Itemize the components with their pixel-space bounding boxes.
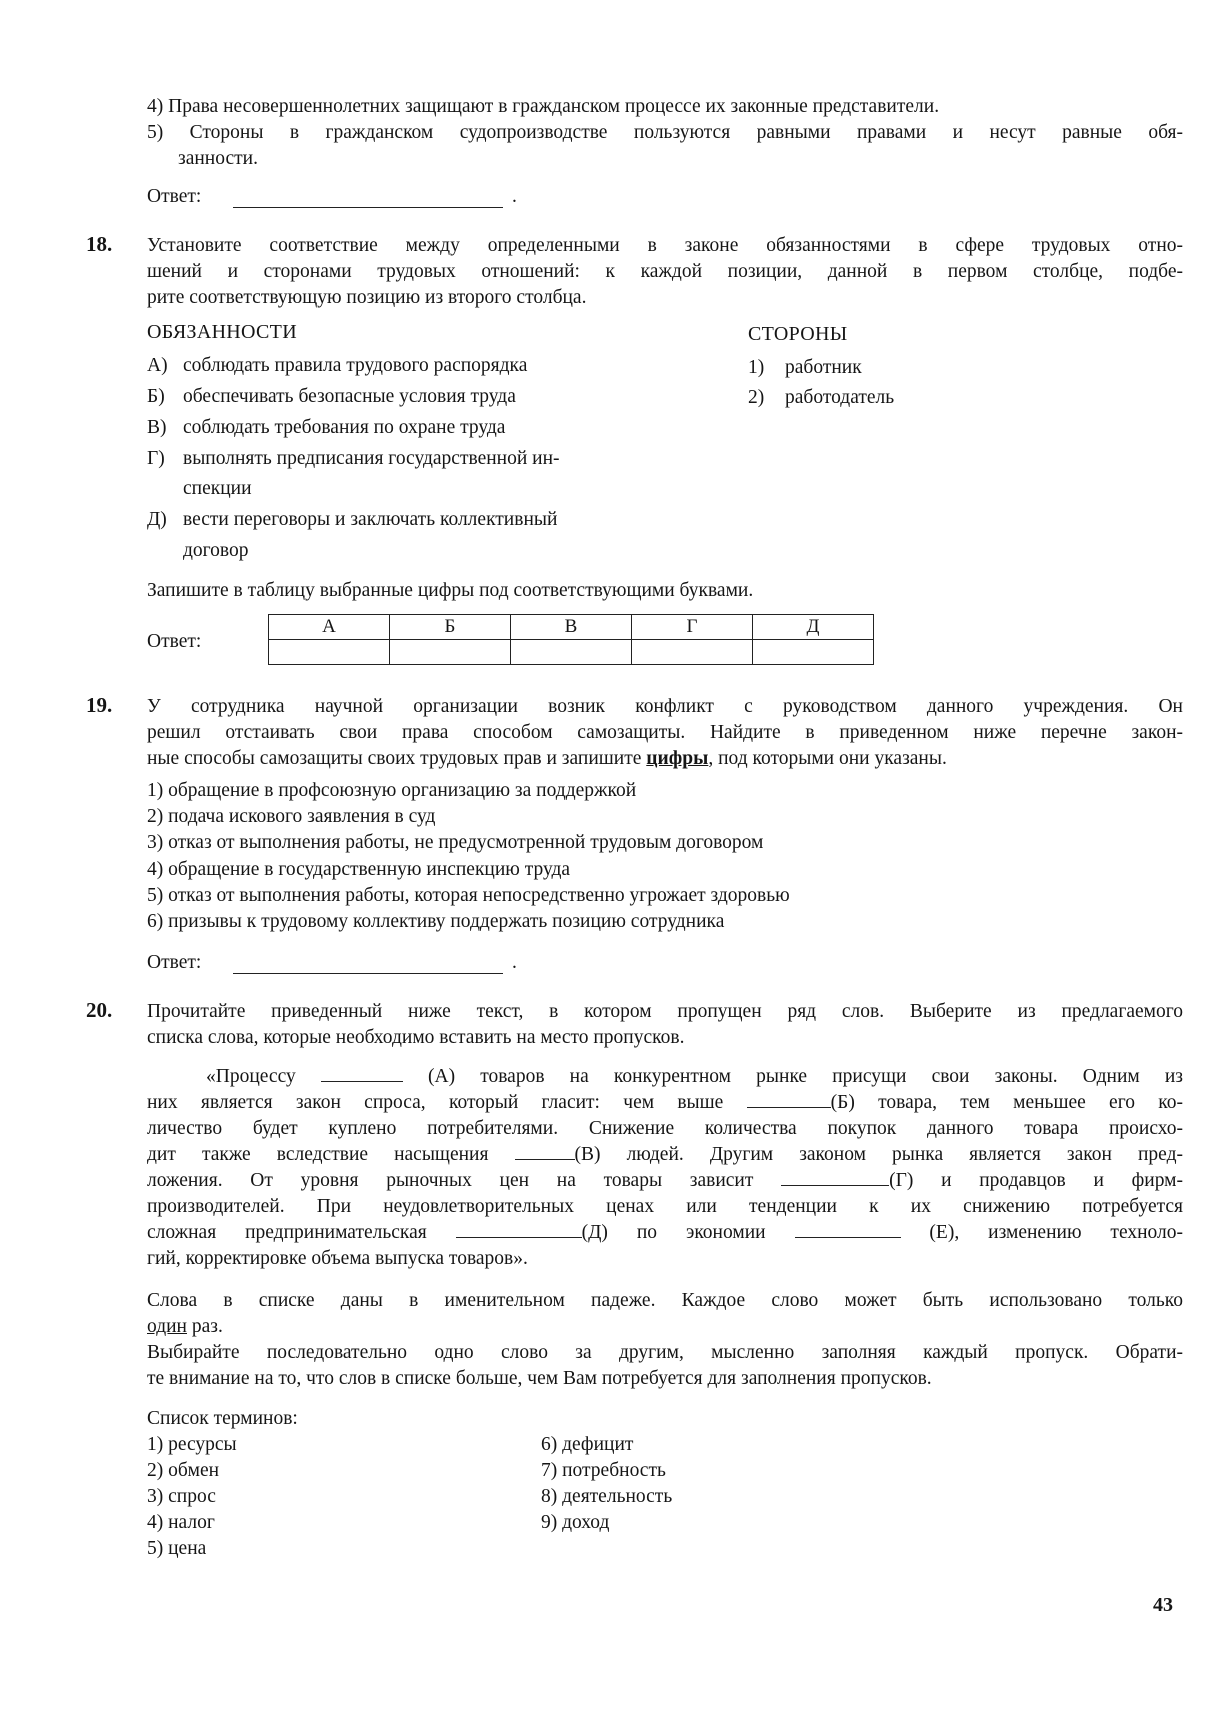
q19-text-1: У сотрудника научной организации возник конфликт с руководством данного учреждения. Он [147, 696, 1183, 717]
table-header-cell: Г [632, 615, 753, 640]
passage-text: (Б) товара, тем меньшее его ко- [830, 1092, 1183, 1113]
passage-text: дит также вследствие насыщения [147, 1144, 515, 1165]
answer-label: Ответ: [147, 186, 202, 207]
answer-table [268, 614, 874, 665]
blank-b[interactable] [747, 1091, 831, 1108]
question-19-number: 19. [86, 693, 113, 717]
term-item: 1) ресурсы [147, 1434, 237, 1455]
q18-instruction: Запишите в таблицу выбранные цифры под соответствующими буквами. [147, 580, 754, 601]
duty-text: соблюдать требования по охране труда [183, 417, 506, 438]
q20-text-1: Прочитайте приведенный ниже текст, в котором пропущен ряд слов. Выберите из предлагаемого [147, 1001, 1183, 1022]
duty-text: обеспечивать безопасные условия труда [183, 386, 516, 407]
passage-text: (Г) и продавцов и фирм- [889, 1170, 1183, 1191]
q18-text-3: рите соответствующую позицию из второго столбца. [147, 287, 587, 308]
passage-text: «Процессу [206, 1066, 321, 1087]
duty-letter: А) [147, 355, 168, 376]
passage-line-2 [147, 1090, 1183, 1116]
table-header-cell: Д [753, 615, 874, 640]
duties-header: ОБЯЗАННОСТИ [147, 321, 297, 343]
answer-table-input-row [269, 640, 874, 665]
duty-letter: Д) [147, 509, 167, 530]
option-4: 4) Права несовершеннолетних защищают в гражданском процессе их законные представители. [147, 96, 940, 117]
q18-text-2: шений и сторонами трудовых отношений: к каждой позиции, данной в первом столбце, подбе- [147, 261, 1183, 282]
passage-line-4 [147, 1142, 1183, 1168]
table-header-cell: Б [390, 615, 511, 640]
answer-cell[interactable] [511, 640, 632, 665]
passage-line-7 [147, 1220, 1183, 1246]
party-text: работодатель [785, 387, 895, 408]
q18-text-1: Установите соответствие между определенными в законе обязанностями в сфере трудовых отно- [147, 235, 1183, 256]
term-item: 9) доход [541, 1512, 610, 1533]
passage-text: (Е), изменению техноло- [900, 1222, 1184, 1243]
page-number: 43 [1153, 1594, 1173, 1616]
answer-table-header-row [269, 615, 874, 640]
answer-cell[interactable] [269, 640, 390, 665]
option-5: 5) Стороны в гражданском судопроизводстве пользуются равными правами и несут равные обя- [147, 122, 1183, 143]
passage-line-1 [206, 1064, 1183, 1090]
answer-field[interactable] [233, 207, 503, 208]
blank-d[interactable] [781, 1169, 889, 1186]
duty-text: выполнять предписания государственной ин- [183, 448, 560, 469]
duty-text: соблюдать правила трудового распорядка [183, 355, 528, 376]
passage-text: (Д) по экономии [581, 1222, 795, 1243]
term-item: 6) дефицит [541, 1434, 634, 1455]
terms-title: Список терминов: [147, 1408, 298, 1429]
q19-item: 6) призывы к трудовому коллективу поддержать позицию сотрудника [147, 911, 725, 932]
q20-note-1: Слова в списке даны в именительном падеже. Каждое слово может быть использовано только [147, 1290, 1183, 1311]
party-num: 1) [748, 357, 765, 378]
answer-label: Ответ: [147, 631, 202, 652]
term-item: 3) спрос [147, 1486, 216, 1507]
answer-cell[interactable] [632, 640, 753, 665]
q19-emphasis: цифры [646, 748, 709, 769]
passage-text: сложная предпринимательская [147, 1222, 456, 1243]
q19-item: 1) обращение в профсоюзную организацию за поддержкой [147, 780, 637, 801]
q19-text-3-b: , под которыми они указаны. [708, 748, 947, 769]
q19-item: 3) отказ от выполнения работы, не предусмотренной трудовым договором [147, 832, 764, 853]
duty-text-cont: договор [183, 540, 249, 561]
party-text: работник [785, 357, 862, 378]
duty-text: вести переговоры и заключать коллективный [183, 509, 558, 530]
q19-text-2: решил отстаивать свои права способом самозащиты. Найдите в приведенном ниже перечне закон- [147, 722, 1183, 743]
q19-item: 2) подача искового заявления в суд [147, 806, 436, 827]
term-item: 5) цена [147, 1538, 207, 1559]
q19-item: 4) обращение в государственную инспекцию труда [147, 859, 571, 880]
duty-letter: Г) [147, 448, 165, 469]
party-num: 2) [748, 387, 765, 408]
passage-text: ложения. От уровня рыночных цен на товары зависит [147, 1170, 782, 1191]
note-text: раз. [186, 1316, 223, 1337]
question-18-number: 18. [86, 232, 113, 256]
term-item: 2) обмен [147, 1460, 220, 1481]
note-emphasis: один [147, 1316, 187, 1337]
blank-f[interactable] [795, 1221, 901, 1238]
duty-text-cont: спекции [183, 478, 252, 499]
term-item: 8) деятельность [541, 1486, 673, 1507]
answer-dot: . [512, 186, 517, 207]
q20-note-2 [147, 1314, 223, 1340]
blank-c[interactable] [515, 1143, 575, 1160]
q19-text-3 [147, 746, 947, 772]
answer-cell[interactable] [753, 640, 874, 665]
option-5-cont: занности. [178, 148, 258, 169]
q19-text-3-a: ные способы самозащиты своих трудовых прав и запишите [147, 748, 647, 769]
q19-item: 5) отказ от выполнения работы, которая непосредственно угрожает здоровью [147, 885, 790, 906]
answer-label: Ответ: [147, 952, 202, 973]
q20-note-3: Выбирайте последовательно одно слово за другим, мысленно заполняя каждый пропуск. Обрати- [147, 1342, 1183, 1363]
answer-dot: . [512, 952, 517, 973]
table-header-cell: В [511, 615, 632, 640]
parties-header: СТОРОНЫ [748, 323, 848, 345]
answer-field[interactable] [233, 973, 503, 974]
passage-line-8: гий, корректировке объема выпуска товаров». [147, 1248, 528, 1269]
q20-note-4: те внимание на то, что слов в списке больше, чем Вам потребуется для заполнения пропусков. [147, 1368, 932, 1389]
passage-line-3: личество будет куплено потребителями. Снижение количества покупок данного товара происхо- [147, 1118, 1183, 1139]
passage-text: (А) товаров на конкурентном рынке присущи свои законы. Одним из [402, 1066, 1183, 1087]
passage-text: них является закон спроса, который гласит: чем выше [147, 1092, 747, 1113]
answer-cell[interactable] [390, 640, 511, 665]
duty-letter: В) [147, 417, 167, 438]
question-20-number: 20. [86, 998, 113, 1022]
blank-a[interactable] [321, 1065, 403, 1082]
table-header-cell: А [269, 615, 390, 640]
term-item: 4) налог [147, 1512, 215, 1533]
blank-e[interactable] [456, 1221, 582, 1238]
passage-text: (В) людей. Другим законом рынка является закон пред- [574, 1144, 1183, 1165]
term-item: 7) потребность [541, 1460, 666, 1481]
duty-letter: Б) [147, 386, 165, 407]
q20-text-2: списка слова, которые необходимо вставить на место пропусков. [147, 1027, 685, 1048]
passage-line-5 [147, 1168, 1183, 1194]
passage-line-6: производителей. При неудовлетворительных ценах или тенденции к их снижению потребуется [147, 1196, 1183, 1217]
